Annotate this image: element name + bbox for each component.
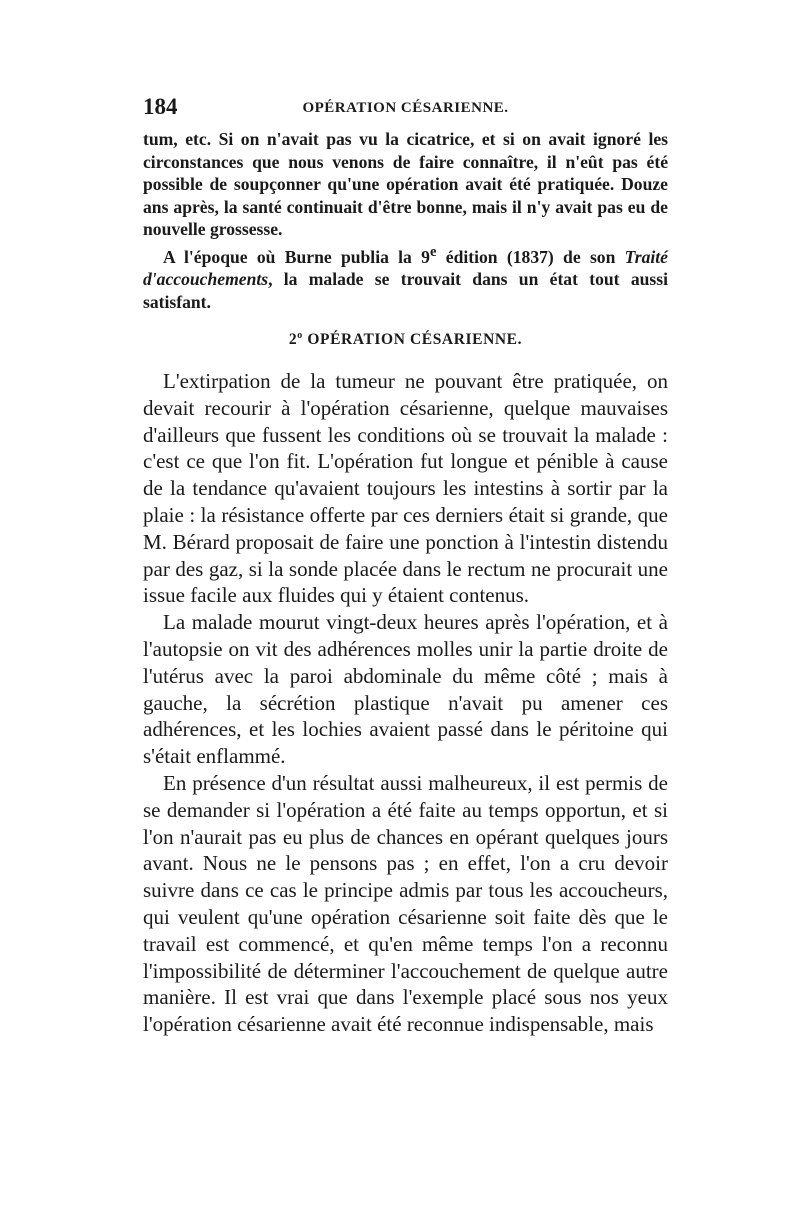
book-title: Traité d'accouchements	[143, 246, 668, 290]
paragraph-case-end: tum, etc. Si on n'avait pas vu la cicatrice, et si on avait ignoré les circonstances que nous venons de faire connaître, il n'eût pas été possible de soupçonner qu'une opération avait été pratiquée. Douze ans après, la santé continuait d'être bonne, mais il n'y avait pas eu de nouvelle grossesse.	[143, 129, 668, 240]
text-segment: A l'époque où Burne publia la 9	[163, 246, 430, 267]
edition-superscript: e	[429, 243, 437, 260]
section-number-superscript: o	[297, 330, 303, 341]
text-segment: , la malade se trouvait dans un état tout aussi satisfant.	[143, 269, 668, 313]
section-title-text: OPÉRATION CÉSARIENNE.	[302, 331, 523, 349]
body-paragraph-1: L'extirpation de la tumeur ne pouvant être pratiquée, on devait recourir à l'opération césarienne, quelque mauvaises d'ailleurs que fussent les conditions où se trouvait la malade : c'est ce que l'on fit. L'opération fut longue et pénible à cause de la tendance qu'avaient toujours les intestins à sortir par la plaie : la résistance offerte par ces derniers était si grande, que M. Bérard proposait de faire une ponction à l'intestin distendu par des gaz, si la sonde placée dans le rectum ne procurait une issue facile aux fluides qui y étaient contenus.	[143, 369, 668, 608]
body-paragraph-3: En présence d'un résultat aussi malheureux, il est permis de se demander si l'opération a été faite au temps opportun, et si l'on n'aurait pas eu plus de chances en opérant quelques jours avant. Nous ne le pensons pas ; en effet, l'on a cru devoir suivre dans ce cas le principe admis par tous les accoucheurs, qui veulent qu'une opération césarienne soit faite dès que le travail est commencé, et qu'en même temps l'on a reconnu l'impossibilité de déterminer l'accouchement de quelque autre manière. Il est vrai que dans l'exemple placé sous nos yeux l'opération césarienne avait été reconnue indispensable, mais	[143, 770, 668, 1037]
text-segment: édition (1837) de son	[436, 246, 625, 267]
page-header	[143, 94, 668, 124]
running-title: OPÉRATION CÉSARIENNE.	[302, 100, 509, 116]
page-number: 184	[143, 94, 178, 119]
paragraph-burne-reference	[143, 241, 668, 314]
section-heading	[143, 330, 668, 349]
main-text	[143, 368, 668, 1038]
body-paragraph-2: La malade mourut vingt-deux heures après l'opération, et à l'autopsie on vit des adhérences molles unir la partie droite de l'utérus avec la paroi abdominale du même côté ; mais à gauche, la sécrétion plastique n'avait pu amener ces adhérences, et les lochies avaient passé dans le péritoine qui s'était enflammé.	[143, 610, 668, 769]
section-number: 2	[288, 331, 298, 349]
case-conclusion	[143, 128, 668, 314]
